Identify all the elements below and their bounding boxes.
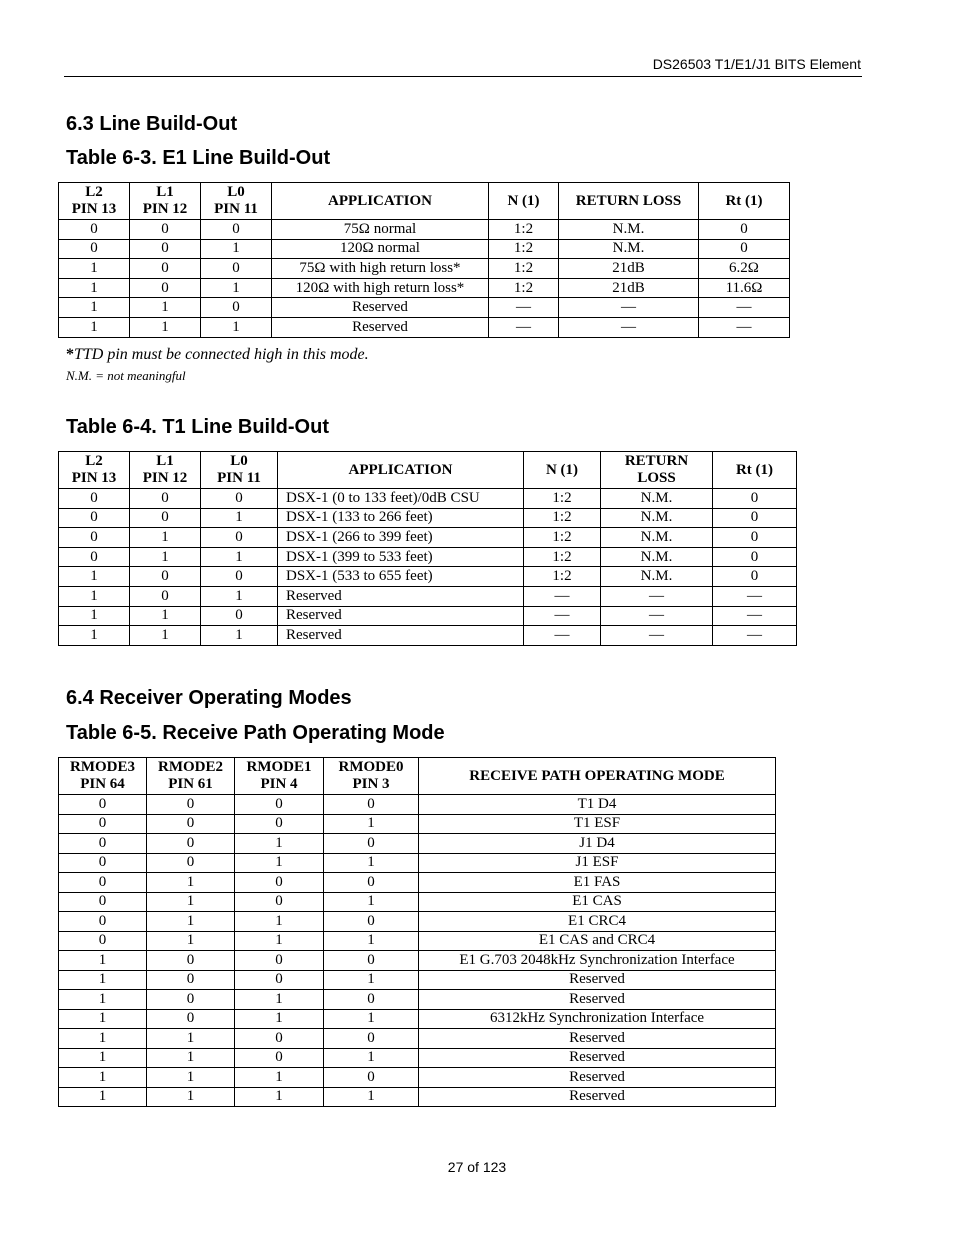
table-cell: 1 bbox=[201, 239, 272, 259]
table-cell: 1 bbox=[59, 626, 130, 646]
table-cell: 0 bbox=[59, 489, 130, 509]
column-header: RETURN LOSS bbox=[559, 183, 699, 220]
table-cell: 1 bbox=[130, 547, 201, 567]
table-6-4 bbox=[58, 451, 797, 646]
table-cell: 0 bbox=[324, 1029, 419, 1049]
table-row bbox=[59, 1009, 776, 1029]
table-cell: — bbox=[559, 317, 699, 337]
table-cell: E1 CAS bbox=[419, 892, 776, 912]
table-header bbox=[59, 183, 790, 220]
table-row bbox=[59, 239, 790, 259]
table-row bbox=[59, 547, 797, 567]
table-cell: — bbox=[601, 586, 713, 606]
table-cell: 1 bbox=[235, 1009, 324, 1029]
table-cell: — bbox=[489, 298, 559, 318]
column-header: L1 PIN 12 bbox=[130, 452, 201, 489]
table-cell: 1 bbox=[147, 1048, 235, 1068]
table-cell: 0 bbox=[713, 547, 797, 567]
table-cell: N.M. bbox=[559, 220, 699, 240]
table-cell: 120Ω normal bbox=[272, 239, 489, 259]
table-cell: 1 bbox=[201, 317, 272, 337]
table-cell: 1:2 bbox=[524, 528, 601, 548]
table-cell: — bbox=[524, 626, 601, 646]
table-cell: E1 G.703 2048kHz Synchronization Interface bbox=[419, 951, 776, 971]
table-cell: 1 bbox=[201, 626, 278, 646]
table-cell: 11.6Ω bbox=[699, 278, 790, 298]
table-row bbox=[59, 834, 776, 854]
table-cell: Reserved bbox=[419, 970, 776, 990]
table-cell: 0 bbox=[713, 528, 797, 548]
table-cell: 0 bbox=[147, 795, 235, 815]
table-cell: 0 bbox=[324, 1068, 419, 1088]
table-cell: N.M. bbox=[601, 528, 713, 548]
table-cell: 0 bbox=[235, 892, 324, 912]
table-cell: T1 ESF bbox=[419, 814, 776, 834]
table-cell: 0 bbox=[147, 834, 235, 854]
table-cell: 0 bbox=[130, 220, 201, 240]
section-6-4-heading: 6.4 Receiver Operating Modes bbox=[66, 687, 352, 709]
table-cell: 0 bbox=[130, 489, 201, 509]
table-cell: 0 bbox=[201, 220, 272, 240]
table-cell: 1 bbox=[59, 586, 130, 606]
table-cell: 1 bbox=[59, 317, 130, 337]
table-cell: 0 bbox=[201, 489, 278, 509]
page-number: 27 of 123 bbox=[447, 1159, 507, 1175]
table-cell: N.M. bbox=[601, 489, 713, 509]
table-cell: 1 bbox=[235, 990, 324, 1010]
table-cell: 21dB bbox=[559, 278, 699, 298]
table-cell: 0 bbox=[59, 873, 147, 893]
table-cell: 1 bbox=[147, 873, 235, 893]
table-6-3 bbox=[58, 182, 790, 338]
table-6-5 bbox=[58, 757, 776, 1107]
table-row bbox=[59, 951, 776, 971]
footnote-text: TTD pin must be connected high in this mode. bbox=[74, 346, 369, 363]
table-cell: 1 bbox=[235, 931, 324, 951]
table-cell: 0 bbox=[324, 873, 419, 893]
table-cell: 1 bbox=[59, 951, 147, 971]
table-cell: N.M. bbox=[601, 567, 713, 587]
table-6-5-title: Table 6-5. Receive Path Operating Mode bbox=[66, 722, 445, 744]
table-row bbox=[59, 1068, 776, 1088]
table-cell: Reserved bbox=[419, 1087, 776, 1107]
column-header: APPLICATION bbox=[278, 452, 524, 489]
column-header: RMODE0 PIN 3 bbox=[324, 758, 419, 795]
table-cell: 1 bbox=[324, 814, 419, 834]
column-header: N (1) bbox=[524, 452, 601, 489]
table-cell: — bbox=[699, 298, 790, 318]
table-cell: 0 bbox=[147, 990, 235, 1010]
table-cell: 1 bbox=[324, 853, 419, 873]
table-cell: 1 bbox=[324, 1009, 419, 1029]
table-cell: Reserved bbox=[272, 317, 489, 337]
table-cell: 1 bbox=[147, 912, 235, 932]
table-cell: 0 bbox=[130, 567, 201, 587]
table-cell: J1 D4 bbox=[419, 834, 776, 854]
table-cell: Reserved bbox=[278, 586, 524, 606]
table-row bbox=[59, 220, 790, 240]
table-cell: — bbox=[699, 317, 790, 337]
header-row bbox=[59, 758, 776, 795]
table-cell: 6312kHz Synchronization Interface bbox=[419, 1009, 776, 1029]
table-cell: 0 bbox=[59, 795, 147, 815]
column-header: RMODE3 PIN 64 bbox=[59, 758, 147, 795]
table-header bbox=[59, 452, 797, 489]
table-cell: 1 bbox=[147, 1087, 235, 1107]
table-cell: 0 bbox=[59, 931, 147, 951]
table-row bbox=[59, 990, 776, 1010]
table-cell: 0 bbox=[59, 239, 130, 259]
table-cell: 0 bbox=[130, 586, 201, 606]
table-cell: 0 bbox=[130, 239, 201, 259]
column-header: RMODE1 PIN 4 bbox=[235, 758, 324, 795]
table-cell: 0 bbox=[201, 259, 272, 279]
table-row bbox=[59, 931, 776, 951]
column-header: RETURN LOSS bbox=[601, 452, 713, 489]
column-header: L2 PIN 13 bbox=[59, 452, 130, 489]
table-cell: 0 bbox=[59, 547, 130, 567]
table-row bbox=[59, 567, 797, 587]
table-row bbox=[59, 508, 797, 528]
table-cell: 1:2 bbox=[524, 508, 601, 528]
table-cell: T1 D4 bbox=[419, 795, 776, 815]
column-header: RMODE2 PIN 61 bbox=[147, 758, 235, 795]
table-cell: 0 bbox=[59, 220, 130, 240]
table-cell: 0 bbox=[130, 508, 201, 528]
table-cell: 1 bbox=[324, 931, 419, 951]
footnote-star: * bbox=[66, 346, 74, 363]
table-body bbox=[59, 220, 790, 338]
header-row bbox=[59, 452, 797, 489]
table-cell: 21dB bbox=[559, 259, 699, 279]
table-cell: 1 bbox=[59, 1068, 147, 1088]
table-cell: 0 bbox=[147, 814, 235, 834]
table-cell: 1:2 bbox=[524, 489, 601, 509]
table-cell: 75Ω with high return loss* bbox=[272, 259, 489, 279]
table-cell: 1 bbox=[201, 278, 272, 298]
table-cell: 0 bbox=[130, 259, 201, 279]
table-cell: — bbox=[559, 298, 699, 318]
table-row bbox=[59, 1087, 776, 1107]
table-cell: 1 bbox=[59, 259, 130, 279]
table-cell: 0 bbox=[324, 912, 419, 932]
table-row bbox=[59, 528, 797, 548]
table-row bbox=[59, 1029, 776, 1049]
table-cell: — bbox=[713, 606, 797, 626]
table-cell: 1 bbox=[130, 528, 201, 548]
table-cell: 1 bbox=[324, 892, 419, 912]
column-header: N (1) bbox=[489, 183, 559, 220]
table-cell: Reserved bbox=[419, 1048, 776, 1068]
table-6-3-title: Table 6-3. E1 Line Build-Out bbox=[66, 147, 331, 169]
table-cell: N.M. bbox=[601, 508, 713, 528]
table-cell: 1:2 bbox=[489, 278, 559, 298]
table-cell: 0 bbox=[59, 912, 147, 932]
table-row bbox=[59, 853, 776, 873]
table-cell: — bbox=[713, 626, 797, 646]
table-header bbox=[59, 758, 776, 795]
table-cell: 1 bbox=[201, 547, 278, 567]
table-cell: DSX-1 (133 to 266 feet) bbox=[278, 508, 524, 528]
table-cell: E1 CAS and CRC4 bbox=[419, 931, 776, 951]
table-cell: 1 bbox=[59, 567, 130, 587]
table-body bbox=[59, 795, 776, 1107]
table-cell: 1 bbox=[324, 1048, 419, 1068]
table-cell: E1 CRC4 bbox=[419, 912, 776, 932]
table-cell: 0 bbox=[201, 528, 278, 548]
table-row bbox=[59, 626, 797, 646]
table-cell: 0 bbox=[235, 1029, 324, 1049]
table-cell: 0 bbox=[201, 567, 278, 587]
table-cell: 1 bbox=[324, 970, 419, 990]
table-cell: 0 bbox=[699, 220, 790, 240]
table-cell: 0 bbox=[324, 951, 419, 971]
table-cell: Reserved bbox=[272, 298, 489, 318]
table-body bbox=[59, 489, 797, 646]
column-header: L0 PIN 11 bbox=[201, 183, 272, 220]
table-cell: 1 bbox=[324, 1087, 419, 1107]
table-row bbox=[59, 586, 797, 606]
table-cell: E1 FAS bbox=[419, 873, 776, 893]
table-cell: Reserved bbox=[419, 1068, 776, 1088]
table-cell: 0 bbox=[59, 528, 130, 548]
table-cell: 1 bbox=[59, 606, 130, 626]
table-row bbox=[59, 259, 790, 279]
table-cell: 1 bbox=[59, 990, 147, 1010]
table-cell: 1 bbox=[147, 1029, 235, 1049]
header-row bbox=[59, 183, 790, 220]
column-header: APPLICATION bbox=[272, 183, 489, 220]
column-header: Rt (1) bbox=[699, 183, 790, 220]
table-6-4-title: Table 6-4. T1 Line Build-Out bbox=[66, 416, 329, 438]
table-cell: 0 bbox=[324, 834, 419, 854]
table-6-3-footnote bbox=[66, 346, 369, 364]
table-row bbox=[59, 317, 790, 337]
table-cell: 1:2 bbox=[524, 547, 601, 567]
table-cell: 1 bbox=[130, 606, 201, 626]
table-cell: 0 bbox=[147, 970, 235, 990]
table-cell: Reserved bbox=[419, 1029, 776, 1049]
table-cell: 0 bbox=[713, 508, 797, 528]
table-cell: 0 bbox=[235, 814, 324, 834]
table-cell: 0 bbox=[713, 489, 797, 509]
column-header: L0 PIN 11 bbox=[201, 452, 278, 489]
table-cell: 1 bbox=[235, 1087, 324, 1107]
table-cell: 0 bbox=[324, 795, 419, 815]
table-cell: DSX-1 (266 to 399 feet) bbox=[278, 528, 524, 548]
table-cell: 1 bbox=[59, 1048, 147, 1068]
table-cell: 0 bbox=[235, 970, 324, 990]
table-cell: 0 bbox=[713, 567, 797, 587]
table-6-3-nm-note: N.M. = not meaningful bbox=[66, 368, 186, 383]
table-cell: — bbox=[601, 626, 713, 646]
table-cell: DSX-1 (0 to 133 feet)/0dB CSU bbox=[278, 489, 524, 509]
table-row bbox=[59, 278, 790, 298]
table-cell: 1 bbox=[147, 1068, 235, 1088]
table-cell: — bbox=[713, 586, 797, 606]
table-cell: 1 bbox=[147, 931, 235, 951]
table-cell: 1 bbox=[59, 278, 130, 298]
table-cell: 1 bbox=[235, 834, 324, 854]
table-cell: N.M. bbox=[559, 239, 699, 259]
table-cell: 0 bbox=[59, 892, 147, 912]
table-cell: DSX-1 (533 to 655 feet) bbox=[278, 567, 524, 587]
table-cell: 1 bbox=[201, 508, 278, 528]
table-cell: 1 bbox=[235, 1068, 324, 1088]
table-cell: 0 bbox=[130, 278, 201, 298]
table-cell: 0 bbox=[59, 853, 147, 873]
table-cell: 0 bbox=[59, 814, 147, 834]
table-cell: 1 bbox=[235, 912, 324, 932]
table-cell: — bbox=[524, 606, 601, 626]
table-cell: 6.2Ω bbox=[699, 259, 790, 279]
table-cell: 1 bbox=[130, 298, 201, 318]
table-cell: Reserved bbox=[278, 626, 524, 646]
table-cell: 1 bbox=[59, 970, 147, 990]
table-cell: J1 ESF bbox=[419, 853, 776, 873]
column-header: RECEIVE PATH OPERATING MODE bbox=[419, 758, 776, 795]
table-cell: 1:2 bbox=[489, 259, 559, 279]
table-row bbox=[59, 873, 776, 893]
table-row bbox=[59, 298, 790, 318]
table-cell: DSX-1 (399 to 533 feet) bbox=[278, 547, 524, 567]
table-row bbox=[59, 795, 776, 815]
table-cell: 1 bbox=[235, 853, 324, 873]
table-cell: 0 bbox=[147, 1009, 235, 1029]
table-cell: 1 bbox=[59, 1087, 147, 1107]
table-cell: 1:2 bbox=[489, 239, 559, 259]
table-row bbox=[59, 970, 776, 990]
table-cell: 0 bbox=[235, 1048, 324, 1068]
table-cell: 0 bbox=[59, 834, 147, 854]
table-row bbox=[59, 489, 797, 509]
table-row bbox=[59, 606, 797, 626]
table-cell: 120Ω with high return loss* bbox=[272, 278, 489, 298]
table-cell: 75Ω normal bbox=[272, 220, 489, 240]
table-cell: 0 bbox=[201, 298, 272, 318]
table-cell: 0 bbox=[59, 508, 130, 528]
table-cell: 1 bbox=[130, 626, 201, 646]
table-cell: — bbox=[524, 586, 601, 606]
table-row bbox=[59, 814, 776, 834]
table-cell: N.M. bbox=[601, 547, 713, 567]
running-header: DS26503 T1/E1/J1 BITS Element bbox=[652, 56, 861, 72]
table-row bbox=[59, 1048, 776, 1068]
table-cell: 1 bbox=[201, 586, 278, 606]
section-6-3-heading: 6.3 Line Build-Out bbox=[66, 113, 238, 135]
table-cell: 0 bbox=[699, 239, 790, 259]
table-cell: 1:2 bbox=[489, 220, 559, 240]
header-rule bbox=[64, 76, 862, 77]
column-header: L1 PIN 12 bbox=[130, 183, 201, 220]
column-header: L2 PIN 13 bbox=[59, 183, 130, 220]
table-cell: Reserved bbox=[278, 606, 524, 626]
table-cell: — bbox=[489, 317, 559, 337]
table-cell: 1 bbox=[59, 298, 130, 318]
table-cell: 1 bbox=[59, 1029, 147, 1049]
table-row bbox=[59, 892, 776, 912]
table-cell: 0 bbox=[147, 853, 235, 873]
table-cell: 1:2 bbox=[524, 567, 601, 587]
table-cell: 0 bbox=[201, 606, 278, 626]
table-row bbox=[59, 912, 776, 932]
table-cell: 1 bbox=[130, 317, 201, 337]
table-cell: 0 bbox=[324, 990, 419, 1010]
table-cell: 0 bbox=[235, 873, 324, 893]
table-cell: 1 bbox=[147, 892, 235, 912]
table-cell: 0 bbox=[147, 951, 235, 971]
table-cell: 1 bbox=[59, 1009, 147, 1029]
table-cell: Reserved bbox=[419, 990, 776, 1010]
table-cell: 0 bbox=[235, 951, 324, 971]
table-cell: — bbox=[601, 606, 713, 626]
column-header: Rt (1) bbox=[713, 452, 797, 489]
table-cell: 0 bbox=[235, 795, 324, 815]
